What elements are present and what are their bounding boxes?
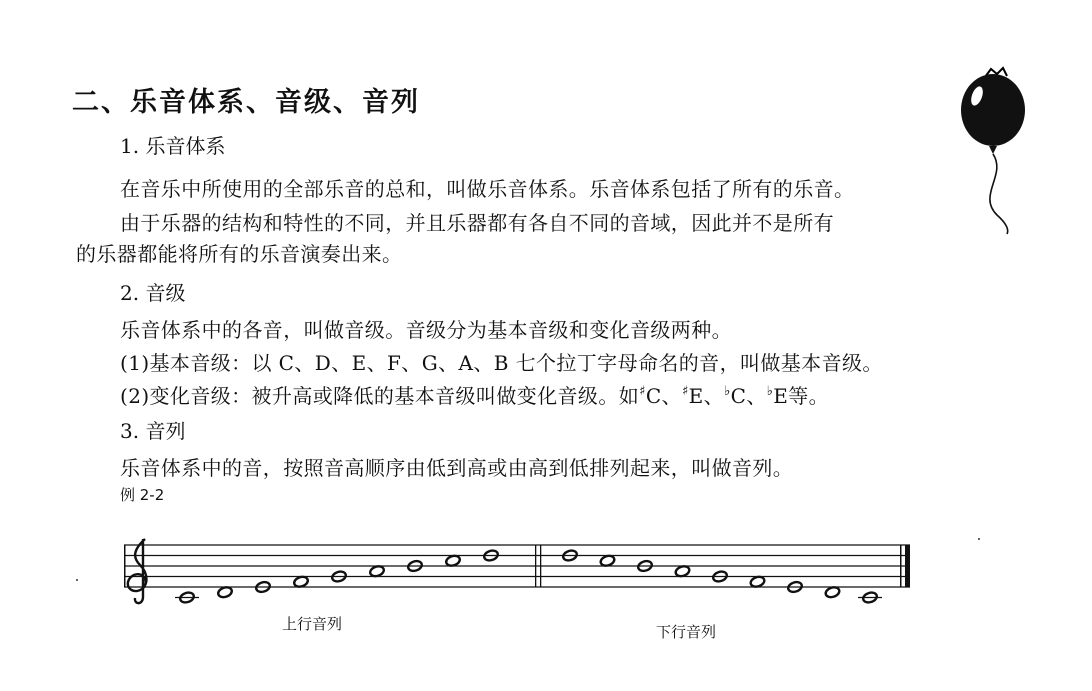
section-1-line-3: 的乐器都能将所有的乐音演奏出来。 <box>76 242 403 266</box>
accidental-flat: ♭ <box>724 384 731 399</box>
whole-note <box>369 565 385 578</box>
section-2-line-1: 乐音体系中的各音，叫做音级。音级分为基本音级和变化音级两种。 <box>120 318 732 342</box>
separator: 、 <box>703 384 725 408</box>
whole-note <box>217 586 233 599</box>
bar-line <box>900 545 902 587</box>
balloon-illustration <box>955 60 1045 240</box>
note-letter: E <box>773 384 789 408</box>
whole-note <box>824 586 840 599</box>
bar-line <box>905 545 910 587</box>
treble-clef-icon <box>128 539 147 603</box>
section-title: 二、乐音体系、音级、音列 <box>72 87 420 118</box>
separator: 、 <box>746 384 767 408</box>
accidental-sharp: ♯ <box>639 384 646 399</box>
whole-note <box>445 554 461 567</box>
bar-line <box>124 545 126 587</box>
accidental-sharp: ♯ <box>681 384 689 399</box>
section-1-heading: 1. 乐音体系 <box>120 134 226 158</box>
speck <box>76 579 78 581</box>
section-2-line-3-prefix: (2)变化音级：被升高或降低的基本音级叫做变化音级。如 <box>120 384 640 408</box>
whole-note <box>293 575 309 588</box>
bar-line <box>535 545 536 587</box>
ascending-label: 上行音列 <box>282 615 343 633</box>
note-letter: C <box>730 384 747 408</box>
music-staff-example <box>110 535 920 620</box>
whole-note <box>175 591 199 604</box>
whole-note <box>858 591 882 604</box>
section-3-line-1: 乐音体系中的音，按照音高顺序由低到高或由高到低排列起来，叫做音列。 <box>120 456 794 480</box>
staff-lines <box>124 545 910 587</box>
section-2-line-2: (1)基本音级：以 C、D、E、F、G、A、B 七个拉丁字母命名的音，叫做基本音级。 <box>120 351 883 375</box>
section-2-line-3 <box>120 380 829 409</box>
section-3-heading: 3. 音列 <box>120 419 186 443</box>
section-2-line-3-suffix: 等。 <box>788 384 830 408</box>
example-label: 例 2-2 <box>120 486 165 504</box>
accidental-flat: ♭ <box>766 384 774 399</box>
whole-note <box>599 554 615 567</box>
whole-note <box>674 565 690 578</box>
note-letter: C <box>645 384 662 408</box>
separator: 、 <box>661 384 682 408</box>
speck <box>978 538 980 540</box>
bar-line <box>540 545 541 587</box>
whole-note <box>749 575 765 588</box>
section-2-heading: 2. 音级 <box>120 281 186 305</box>
descending-label: 下行音列 <box>656 623 717 641</box>
note-letter: E <box>688 384 704 408</box>
section-1-line-2: 由于乐器的结构和特性的不同，并且乐器都有各自不同的音域，因此并不是所有 <box>120 211 834 235</box>
section-1-line-1: 在音乐中所使用的全部乐音的总和，叫做乐音体系。乐音体系包括了所有的乐音。 <box>120 177 855 201</box>
